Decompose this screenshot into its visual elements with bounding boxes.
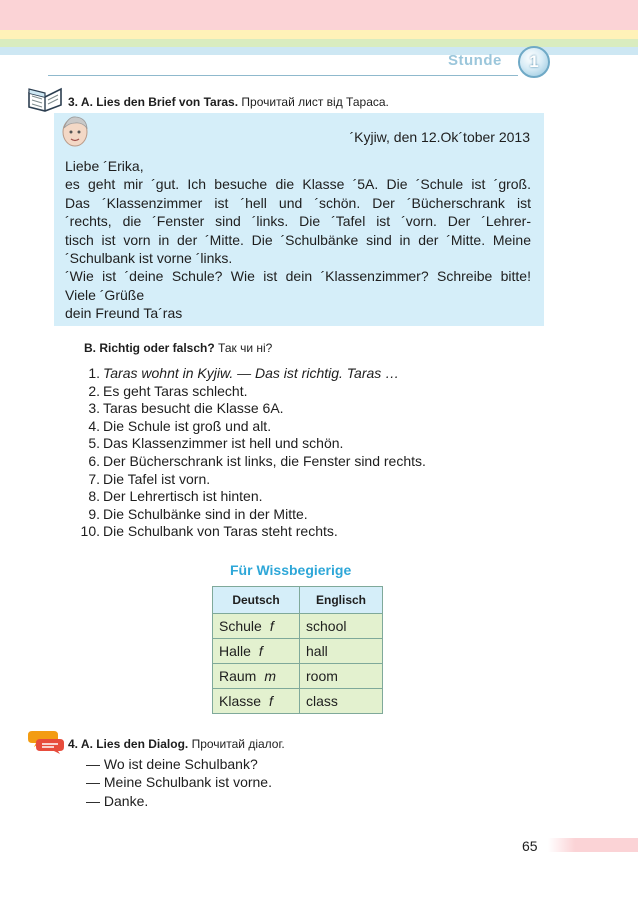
list-item	[76, 488, 426, 506]
german-word: Klasse	[219, 693, 262, 709]
vocabulary-table	[212, 586, 383, 714]
dialog-line: — Meine Schulbank ist vorne.	[86, 774, 272, 791]
list-item	[76, 365, 426, 383]
item-text: Der Bücherschrank ist links, die Fenster sind rechts.	[103, 452, 426, 469]
task3-title-ua: Прочитай лист від Тараса.	[241, 95, 389, 109]
task3-heading	[68, 95, 389, 109]
german-word: Halle	[219, 643, 251, 659]
list-item	[76, 383, 426, 401]
german-word: Schule	[219, 618, 262, 634]
table-row	[213, 664, 383, 689]
gender-marker: f	[269, 618, 274, 634]
cell-englisch: school	[300, 614, 383, 639]
list-item	[76, 418, 426, 436]
item-text: Die Schulbänke sind in der Mitte.	[103, 505, 308, 522]
task3-title: 3. A. Lies den Brief von Taras.	[68, 95, 239, 109]
speech-bubbles-icon	[28, 728, 64, 754]
cell-deutsch	[213, 689, 300, 714]
item-number: 7.	[88, 470, 100, 487]
item-number: 1.	[88, 365, 100, 381]
item-text: Die Tafel ist vorn.	[103, 470, 211, 487]
item-number: 8.	[88, 488, 100, 505]
table-header-row	[213, 587, 383, 614]
cell-englisch: room	[300, 664, 383, 689]
dialog-line: — Danke.	[86, 792, 149, 809]
column-header-deutsch: Deutsch	[213, 587, 300, 614]
letter-line: es geht mir ´gut. Ich besuche die Klasse ´5A. Die ´Schule ist ´groß.	[65, 176, 531, 193]
letter-line: ´rechts, die ´Fenster sind ´links. Die ´Tafel ist ´vorn. Der ´Lehrer-	[65, 213, 531, 230]
gender-marker: f	[258, 643, 263, 659]
letter-line: ´Wie ist ´deine Schule? Wie ist dein ´Klassenzimmer? Schreibe bitte!	[65, 268, 531, 285]
list-item	[76, 471, 426, 489]
task3b-heading	[84, 341, 272, 355]
item-number: 3.	[88, 400, 100, 417]
wissbegierige-title: Für Wissbegierige	[230, 562, 352, 578]
letter-line: dein Freund Ta´ras	[65, 305, 183, 322]
header-stripe-green	[0, 39, 638, 47]
cell-deutsch	[213, 664, 300, 689]
table-row	[213, 639, 383, 664]
item-number: 9.	[88, 505, 100, 522]
header-stripe-pink	[0, 0, 638, 30]
page-tab-decoration	[548, 838, 638, 852]
item-text: Der Lehrertisch ist hinten.	[103, 488, 263, 505]
item-text: Die Schule ist groß und alt.	[103, 417, 272, 434]
dialog-lines	[86, 755, 272, 810]
letter-date: ´Kyjiw, den 12.Ok´tober 2013	[349, 129, 530, 145]
cell-deutsch	[213, 614, 300, 639]
item-number: 10.	[80, 523, 100, 540]
list-item	[76, 523, 426, 541]
letter-line: Das ´Klassenzimmer ist ´hell und ´schön. Der ´Bücherschrank ist	[65, 194, 531, 211]
item-text: Taras besucht die Klasse 6A.	[103, 400, 284, 417]
item-text: Es geht Taras schlecht.	[103, 382, 248, 399]
boy-avatar-icon	[60, 114, 90, 150]
list-item	[76, 400, 426, 418]
letter-line: ´Schulbank ist vorne ´links.	[65, 250, 233, 267]
unit-label: Stunde	[448, 52, 502, 69]
item-number: 2.	[88, 382, 100, 399]
lesson-number-badge: 1	[518, 46, 550, 78]
task4-heading	[68, 737, 285, 751]
german-word: Raum	[219, 668, 257, 684]
gender-marker: f	[269, 693, 273, 709]
list-item	[76, 506, 426, 524]
item-number: 4.	[88, 417, 100, 434]
letter-body	[65, 157, 531, 323]
task4-title-ua: Прочитай діалог.	[191, 737, 285, 751]
cell-englisch: hall	[300, 639, 383, 664]
task3b-title-ua: Так чи ні?	[218, 341, 273, 355]
list-item	[76, 453, 426, 471]
letter-line: Viele ´Grüße	[65, 286, 145, 303]
gender-marker: m	[264, 668, 277, 684]
item-number: 6.	[88, 452, 100, 469]
task3b-title: B. Richtig oder falsch?	[84, 341, 215, 355]
header-rule	[48, 75, 518, 76]
column-header-englisch: Englisch	[300, 587, 383, 614]
item-text: Das Klassenzimmer ist hell und schön.	[103, 435, 344, 452]
letter-line: tisch ist vorn in der ´Mitte. Die ´Schulbänke sind in der ´Mitte. Meine	[65, 231, 531, 248]
letter-line: Liebe ´Erika,	[65, 158, 144, 174]
table-row	[213, 614, 383, 639]
dialog-line: — Wo ist deine Schulbank?	[86, 756, 258, 772]
page-number: 65	[522, 838, 538, 854]
item-number: 5.	[88, 435, 100, 452]
cell-deutsch	[213, 639, 300, 664]
list-item	[76, 435, 426, 453]
task4-title: 4. A. Lies den Dialog.	[68, 737, 189, 751]
item-text: Die Schulbank von Taras steht rechts.	[103, 523, 338, 540]
item-text: Taras wohnt in Kyjiw. — Das ist richtig. Taras …	[103, 365, 400, 381]
cell-englisch: class	[300, 689, 383, 714]
true-false-list	[76, 365, 426, 541]
table-row	[213, 689, 383, 714]
open-book-icon	[26, 83, 64, 113]
header-stripe-yellow	[0, 30, 638, 39]
